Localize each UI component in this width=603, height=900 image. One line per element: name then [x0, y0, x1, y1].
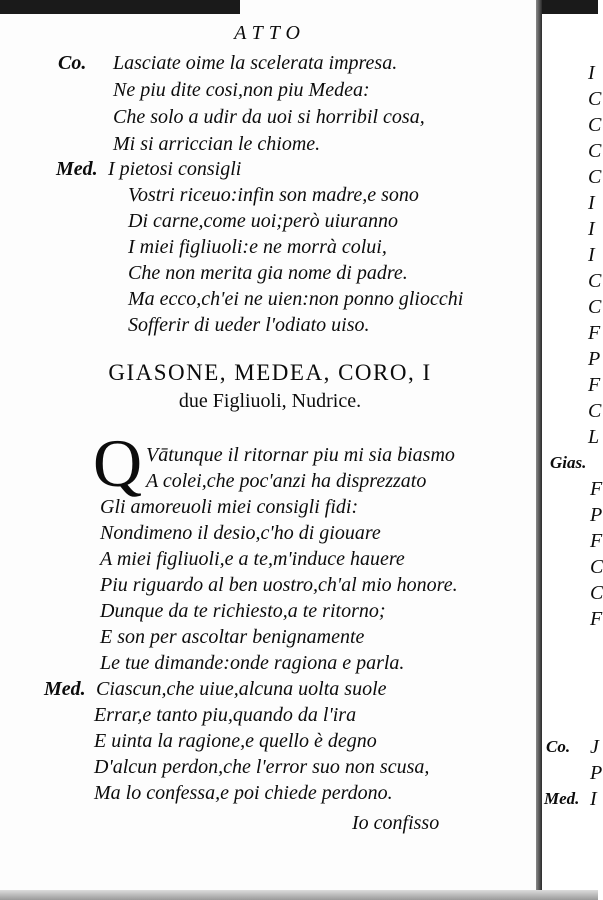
verse-line: Ne piu dite cosi,non piu Medea:: [113, 79, 370, 101]
verse-line: Dunque da te richiesto,a te ritorno;: [100, 600, 386, 622]
facing-page-char: P: [590, 504, 603, 526]
facing-page-char: C: [588, 166, 602, 188]
scene-heading: GIASONE, MEDEA, CORO, I: [108, 360, 432, 385]
verse-line: E son per ascoltar benignamente: [100, 626, 365, 648]
facing-page-char: C: [588, 270, 602, 292]
facing-page-char: P: [590, 762, 603, 784]
verse-line: Errar,e tanto piu,quando da l'ira: [94, 704, 357, 726]
verse-line: Che solo a udir da uoi si horribil cosa,: [113, 106, 425, 128]
bottom-edge-shadow: [0, 890, 598, 900]
verse-line: Di carne,come uoi;però uiuranno: [128, 210, 398, 232]
facing-page-char: C: [588, 296, 602, 318]
top-edge-shadow: [542, 0, 598, 14]
facing-page-char: F: [588, 322, 601, 344]
facing-page-char: F: [590, 478, 603, 500]
verse-line: A colei,che poc'anzi ha disprezzato: [146, 470, 427, 492]
verse-line: Vostri riceuo:infin son madre,e sono: [128, 184, 419, 206]
facing-page-char: I: [588, 192, 595, 214]
speaker-label: Co.: [58, 52, 87, 74]
verse-line: Vātunque il ritornar piu mi sia biasmo: [146, 444, 455, 466]
running-header: ATTO: [234, 22, 306, 44]
speaker-label: Med.: [44, 678, 86, 700]
facing-page-char: C: [590, 556, 603, 578]
facing-page-char: C: [588, 140, 602, 162]
verse-line: I pietosi consigli: [108, 158, 242, 180]
top-edge-shadow: [0, 0, 240, 14]
verse-line: Lasciate oime la scelerata impresa.: [113, 52, 398, 74]
facing-page-speaker: Gias.: [550, 453, 587, 472]
facing-page-speaker: Co.: [546, 737, 571, 756]
verse-line: Le tue dimande:onde ragiona e parla.: [100, 652, 405, 674]
facing-page-char: C: [588, 114, 602, 136]
facing-page-char: C: [588, 88, 602, 110]
facing-page-char: L: [588, 426, 600, 448]
verse-line: Piu riguardo al ben uostro,ch'al mio honore.: [100, 574, 458, 596]
facing-page-char: F: [590, 530, 603, 552]
verse-line: Che non merita gia nome di padre.: [128, 262, 408, 284]
facing-page-edge: [542, 0, 603, 900]
facing-page-char: I: [588, 62, 595, 84]
verse-line: A miei figliuoli,e a te,m'induce hauere: [100, 548, 405, 570]
verse-line: I miei figliuoli:e ne morrà colui,: [128, 236, 387, 258]
speaker-label: Med.: [56, 158, 98, 180]
facing-page-char: J: [590, 736, 599, 758]
facing-page-char: C: [590, 582, 603, 604]
catchword: Io confisso: [352, 812, 440, 834]
facing-page-char: I: [588, 218, 595, 240]
verse-line: Nondimeno il desio,c'ho di giouare: [100, 522, 381, 544]
facing-page-char: C: [588, 400, 602, 422]
facing-page-char: F: [588, 374, 601, 396]
verse-line: E uinta la ragione,e quello è degno: [94, 730, 377, 752]
verse-line: D'alcun perdon,che l'error suo non scusa,: [94, 756, 430, 778]
verse-line: Mi si arriccian le chiome.: [113, 133, 321, 155]
facing-page-char: I: [590, 788, 597, 810]
verse-line: Sofferir di ueder l'odiato uiso.: [128, 314, 370, 336]
drop-cap-initial: Q: [93, 425, 143, 501]
facing-page-char: P: [588, 348, 601, 370]
facing-page-speaker: Med.: [544, 789, 580, 808]
verse-line: Ma ecco,ch'ei ne uien:non ponno gliocchi: [128, 288, 464, 310]
verse-line: Ciascun,che uiue,alcuna uolta suole: [96, 678, 387, 700]
facing-page-char: I: [588, 244, 595, 266]
scene-subheading: due Figliuoli, Nudrice.: [178, 390, 362, 412]
verse-line: Gli amoreuoli miei consigli fidi:: [100, 496, 359, 518]
facing-page-char: F: [590, 608, 603, 630]
verse-line: Ma lo confessa,e poi chiede perdono.: [94, 782, 393, 804]
